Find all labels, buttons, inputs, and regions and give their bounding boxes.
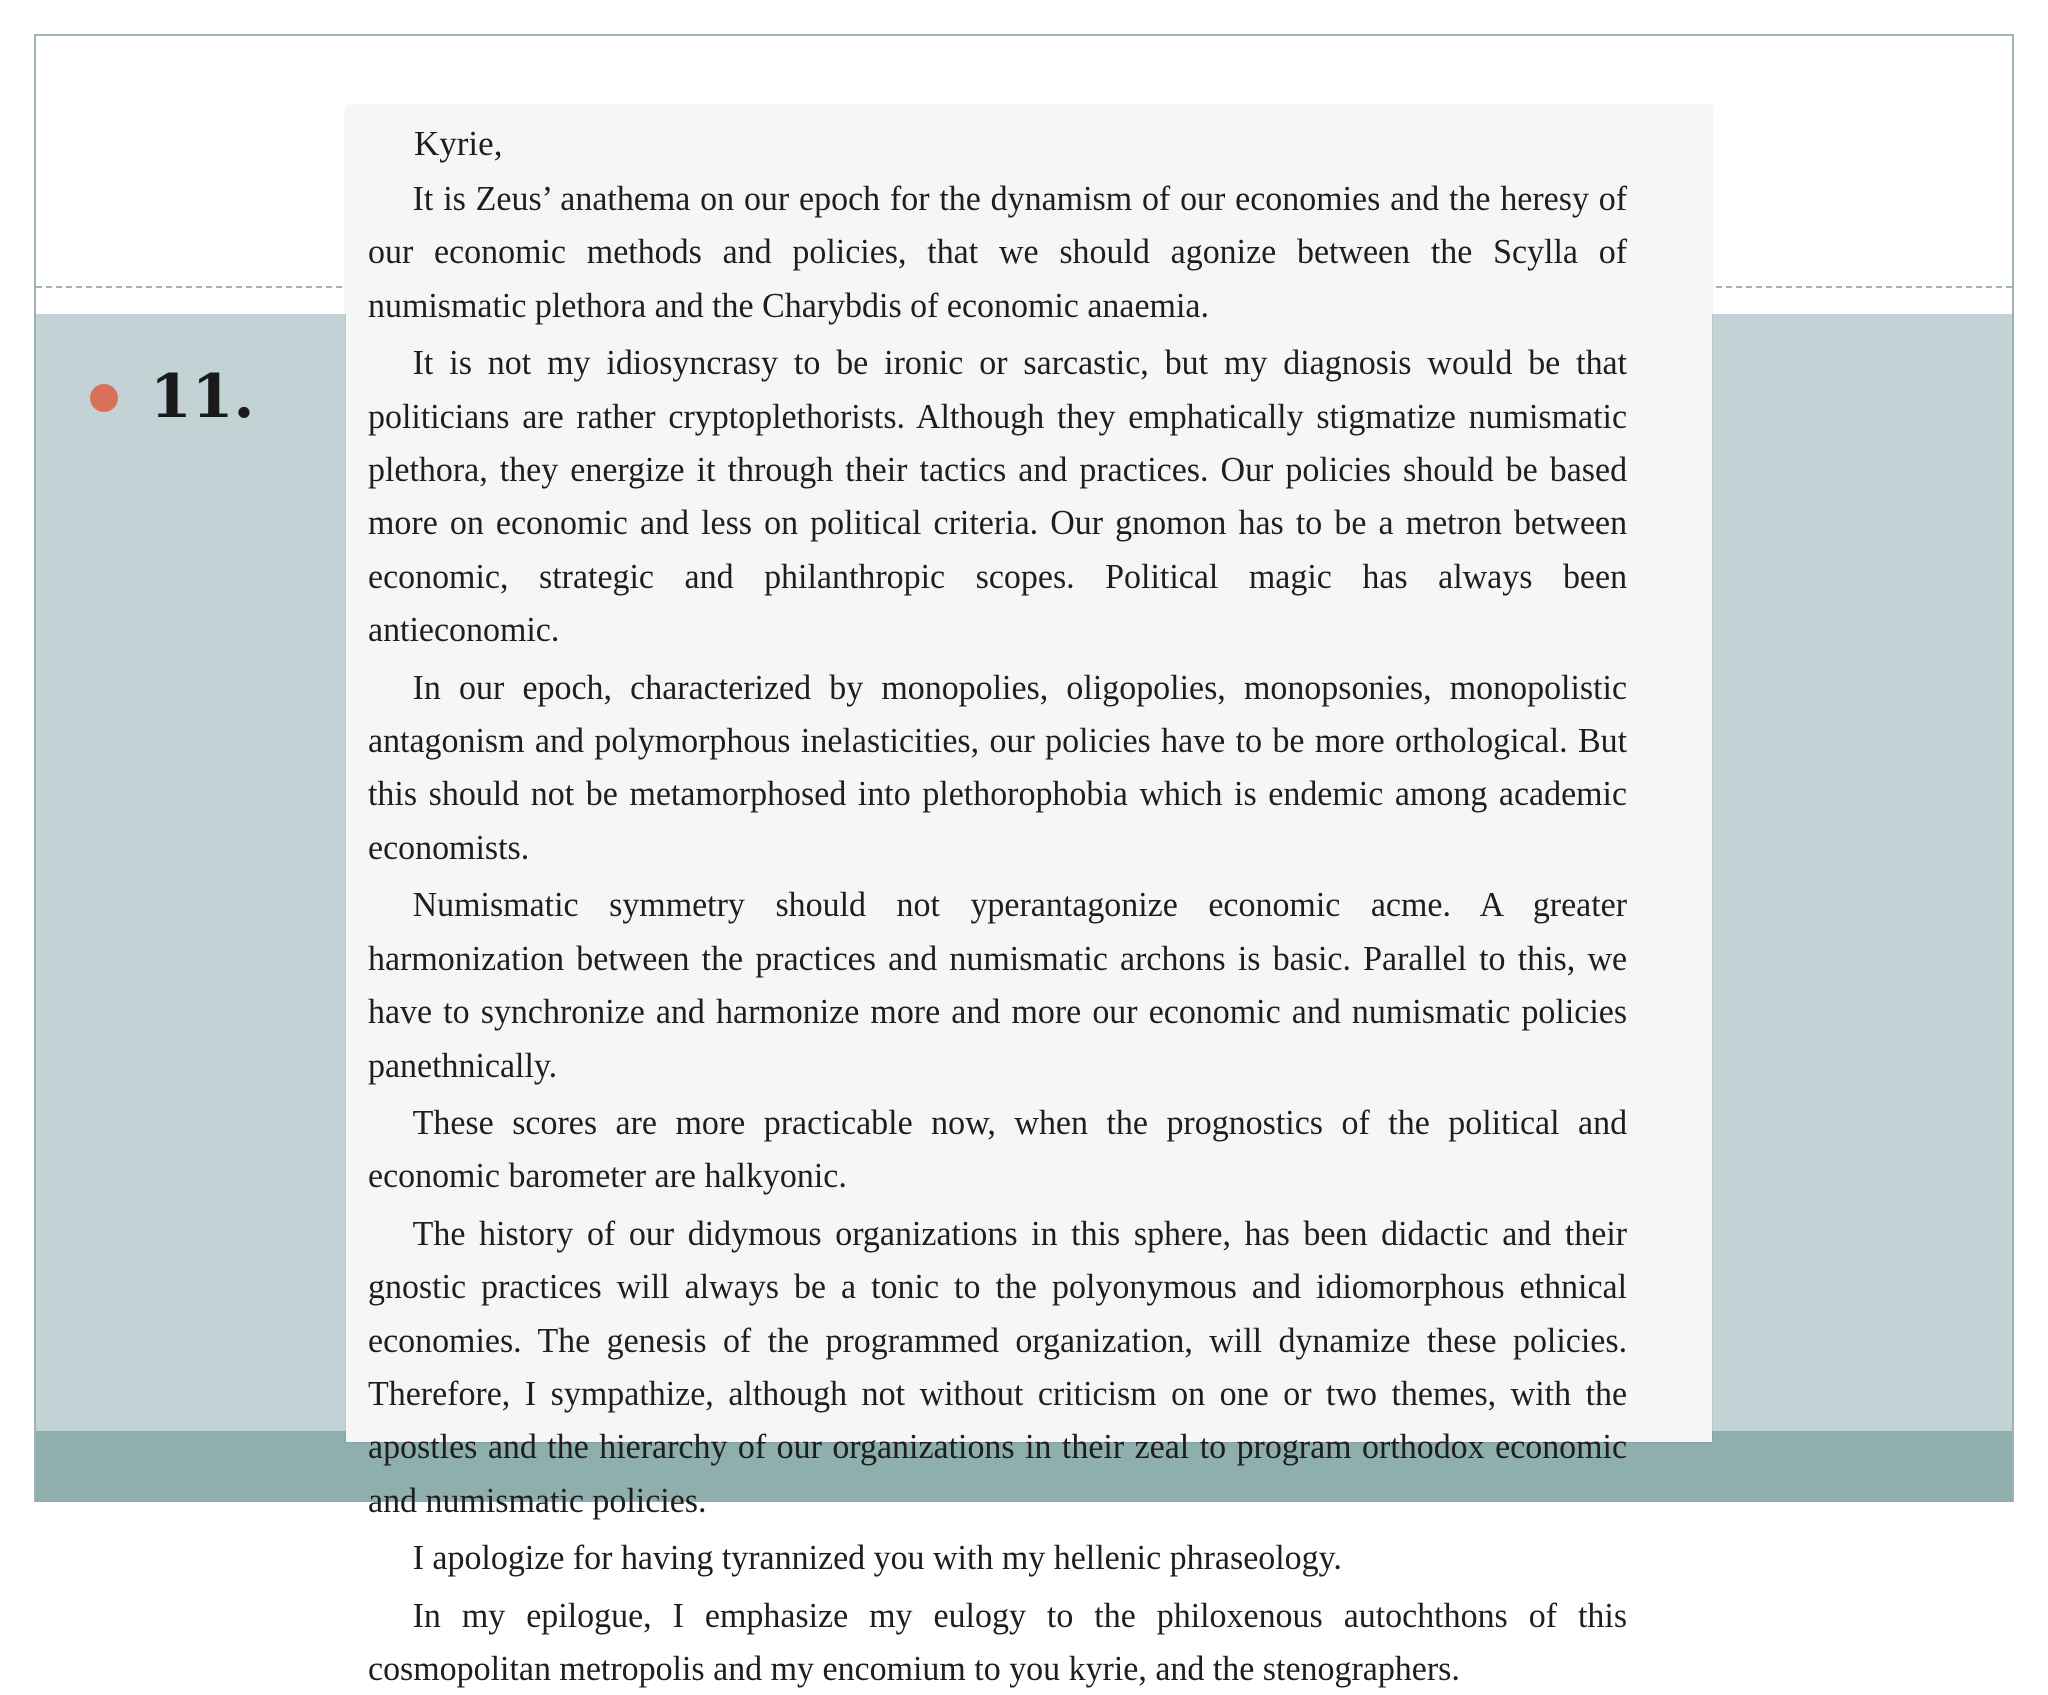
letter-paragraph: Numismatic symmetry should not yperantagonize economic acme. A greater harmonization between the practices and numismatic archons is basic. Parallel to this, we have to synchronize and harmonize more and more our economic and numismatic policies panethnically.: [368, 885, 1628, 1085]
letter-paragraph: In our epoch, characterized by monopolies, oligopolies, monopsonies, monopolistic antagonism and polymorphous inelasticities, our policies have to be more orthological. But this should not be metamorphosed into plethorophobia which is endemic among academic economists.: [368, 667, 1628, 867]
letter-paragraph: It is not my idiosyncrasy to be ironic or sarcastic, but my diagnosis would be that politicians are rather cryptoplethorists. Although they emphatically stigmatize numismatic plethora, they energize it through their tactics and practices. Our policies should be based more on economic and less on political criteria. Our gnomon has to be a metron between economic, strategic and philanthropic scopes. Political magic has always been antieconomic.: [368, 343, 1628, 650]
bullet-label: 11.: [150, 362, 255, 432]
letter-paragraph: It is Zeus’ anathema on our epoch for the dynamism of our economies and the heresy of our economic methods and policies, that we should agonize between the Scylla of numismatic plethora and the Charybdis of economic anaemia.: [368, 179, 1628, 325]
letter-paragraph: The history of our didymous organizations in this sphere, has been didactic and their gnostic practices will always be a tonic to the polyonymous and idiomorphous ethnical economies. The genesis of the programmed organization, will dynamize these policies. Therefore, I sympathize, although not without criticism on one or two themes, with the apostles and the hierarchy of our organizations in their zeal to program orthodox economic and numismatic policies.: [368, 1213, 1628, 1520]
letter-paragraph: These scores are more practicable now, when the prognostics of the political and economic barometer are halkyonic.: [368, 1102, 1628, 1196]
bullet-dot-icon: [90, 384, 118, 412]
letter-greeting: Kyrie,: [414, 124, 503, 163]
letter-paragraph: In my epilogue, I emphasize my eulogy to the philoxenous autochthons of this cosmopolitan metropolis and my encomium to you kyrie, and the stenographers.: [368, 1595, 1628, 1688]
letter-paragraph: I apologize for having tyrannized you with my hellenic phraseology.: [412, 1538, 1342, 1578]
scanned-letter-image: [346, 106, 1712, 1688]
